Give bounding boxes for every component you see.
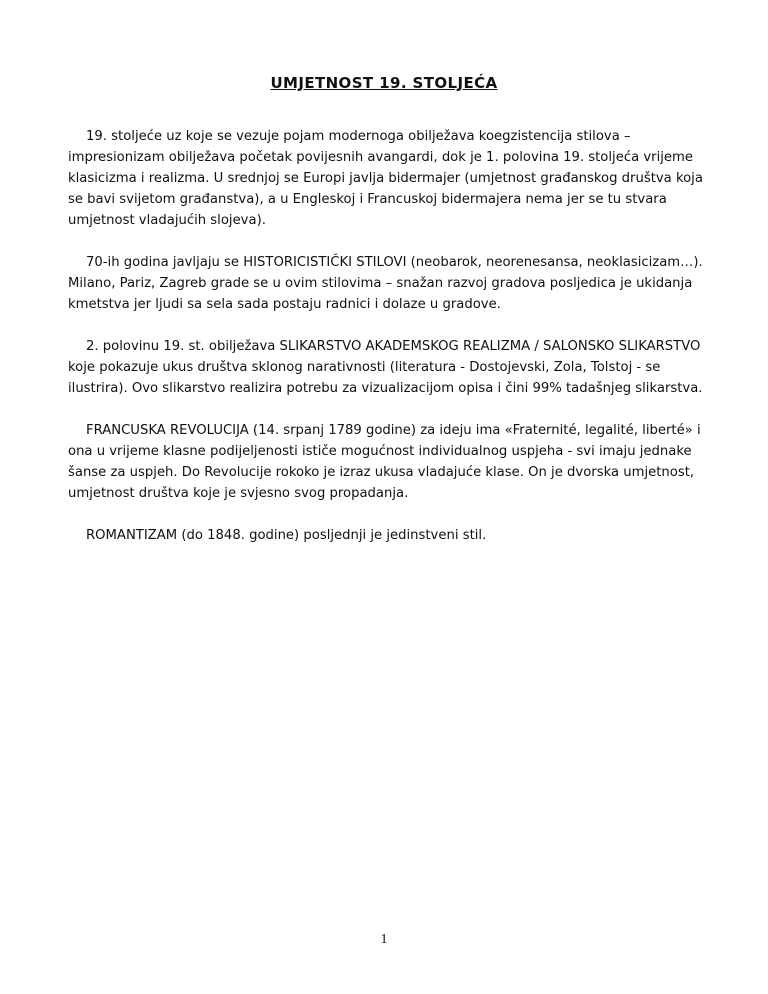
paragraph-intro: 19. stoljeće uz koje se vezuje pojam modernoga obilježava koegzistencija stilova – impresionizam obilježava početak povijesnih avangardi, dok je 1. polovina 19. stoljeća vrijeme klasicizma i realizma. U srednjoj se Europi javlja bidermajer (umjetnost građanskog društva koja se bavi svijetom građanstva), a u Engleskoj i Francuskoj bidermajera nema jer se tu stvara umjetnost vladajućih slojeva). [68,129,703,228]
paragraph-french-revolution: FRANCUSKA REVOLUCIJA (14. srpanj 1789 godine) za ideju ima «Fraternité, legalité, liberté» i ona u vrijeme klasne podijeljenosti ističe mogućnost individualnog uspjeha - svi imaju jednake šanse za uspjeh. Do Revolucije rokoko je izraz ukusa vladajuće klase. On je dvorska umjetnost, umjetnost društva koje je svjesno svog propadanja. [68,423,701,501]
paragraph-romanticism: ROMANTIZAM (do 1848. godine) posljednji je jedinstveni stil. [86,528,487,543]
paragraph-academic-realism: 2. polovinu 19. st. obilježava SLIKARSTVO AKADEMSKOG REALIZMA / SALONSKO SLIKARSTVO koje pokazuje ukus društva sklonog narativnosti (literatura - Dostojevski, Zola, Tolstoj - se ilustrira). Ovo slikarstvo realizira potrebu za vizualizacijom opisa i čini 99% tadašnjeg slikarstva. [68,339,703,396]
document-body [68,126,708,567]
paragraph-historicism: 70-ih godina javljaju se HISTORICISTIČKI STILOVI (neobarok, neorenesansa, neoklasicizam…). Milano, Pariz, Zagreb grade se u ovim stilovima – snažan razvoj gradova posljedica je ukidanja kmetstva jer ljudi sa sela sada postaju radnici i dolaze u gradove. [68,255,703,312]
page-number: 1 [380,932,388,947]
document-title: UMJETNOST 19. STOLJEĆA [270,74,498,92]
